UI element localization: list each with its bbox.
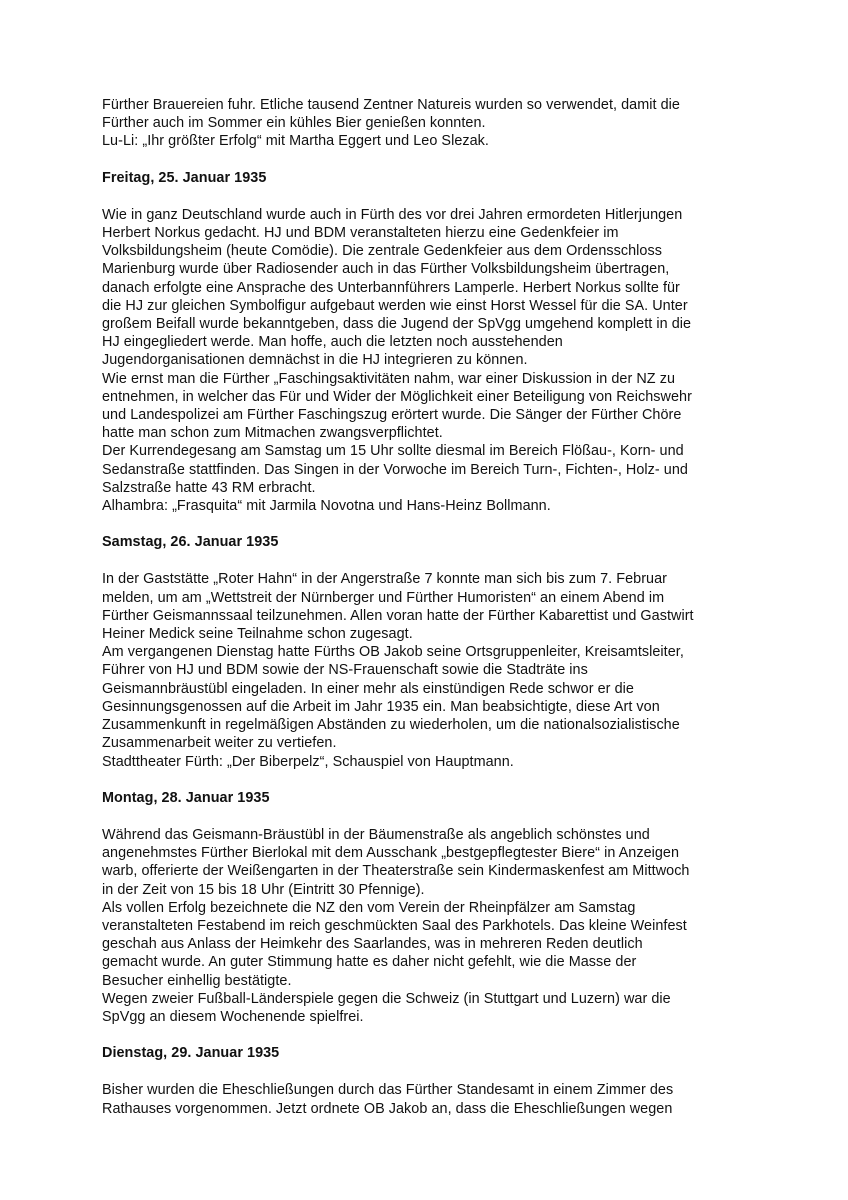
text-line: Gesinnungsgenossen auf die Arbeit im Jahr 1935 ein. Man beabsichtigte, diese Art von xyxy=(102,698,660,715)
text-line: und Landespolizei am Fürther Faschingszug erörtert wurde. Die Sänger der Fürther Chöre xyxy=(102,407,682,424)
text-line: hatte man schon zum Mitmachen zwangsverpflichtet. xyxy=(102,425,443,442)
text-line: Wie ernst man die Fürther „Faschingsaktivitäten nahm, war einer Diskussion in der NZ zu xyxy=(102,370,675,387)
text-line: HJ eingegliedert werde. Man hoffe, auch die letzten noch ausstehenden xyxy=(102,334,563,351)
text-line: Geismannbräustübl eingeladen. In einer mehr als einstündigen Rede schwor er die xyxy=(102,680,634,697)
text-line: Fürther Brauereien fuhr. Etliche tausend Zentner Natureis wurden so verwendet, damit die xyxy=(102,97,680,113)
text-line: Alhambra: „Frasquita“ mit Jarmila Novotna und Hans-Heinz Bollmann. xyxy=(102,498,551,515)
text-line: Bisher wurden die Eheschließungen durch das Fürther Standesamt in einem Zimmer des xyxy=(102,1082,674,1099)
text-line: danach erfolgte eine Ansprache des Unterbannführers Lamperle. Herbert Norkus sollte für xyxy=(102,279,680,296)
text-line: Marienburg wurde über Radiosender auch in das Fürther Volksbildungsheim übertragen, xyxy=(102,261,670,278)
text-line: Fürther auch im Sommer ein kühles Bier genießen konnten. xyxy=(102,115,486,132)
section-heading-freitag: Freitag, 25. Januar 1935 xyxy=(102,169,267,186)
text-line: Lu-Li: „Ihr größter Erfolg“ mit Martha Eggert und Leo Slezak. xyxy=(102,133,489,150)
text-line: Während das Geismann-Bräustübl in der Bäumenstraße als angeblich schönstes und xyxy=(102,826,650,843)
text-line: Rathauses vorgenommen. Jetzt ordnete OB Jakob an, dass die Eheschließungen wegen xyxy=(102,1100,673,1117)
intro-paragraph xyxy=(102,96,722,151)
text-line: angenehmstes Fürther Bierlokal mit dem Ausschank „bestgepflegtester Biere“ in Anzeigen xyxy=(102,845,680,862)
text-line: In der Gaststätte „Roter Hahn“ in der Angerstraße 7 konnte man sich bis zum 7. Februar xyxy=(102,571,667,588)
text-line: warb, offerierte der Weißengarten in der Theaterstraße sein Kindermaskenfest am Mittwoch xyxy=(102,863,690,880)
text-line: Wie in ganz Deutschland wurde auch in Fürth des vor drei Jahren ermordeten Hitlerjungen xyxy=(102,206,683,223)
section-body-montag xyxy=(102,826,722,1026)
text-line: Besucher einhellig bestätigte. xyxy=(102,972,292,989)
text-line: Wegen zweier Fußball-Länderspiele gegen die Schweiz (in Stuttgart und Luzern) war die xyxy=(102,990,671,1007)
text-line: entnehmen, in welcher das Für und Wider der Möglichkeit einer Beteiligung von Reichswehr xyxy=(102,388,692,405)
text-line: Am vergangenen Dienstag hatte Fürths OB Jakob seine Ortsgruppenleiter, Kreisamtsleiter, xyxy=(102,644,684,661)
text-line: großem Beifall wurde bekanntgeben, dass die Jugend der SpVgg umgehend komplett in die xyxy=(102,316,692,333)
text-line: in der Zeit von 15 bis 18 Uhr (Eintritt 30 Pfennige). xyxy=(102,881,425,898)
text-line: Jugendorganisationen demnächst in die HJ integrieren zu können. xyxy=(102,352,528,369)
text-line: Fürther Geismannssaal teilzunehmen. Allen voran hatte der Fürther Kabarettist und Gastwirt xyxy=(102,607,694,624)
text-line: SpVgg an diesem Wochenende spielfrei. xyxy=(102,1008,364,1025)
document-page xyxy=(102,96,722,1118)
text-line: melden, um am „Wettstreit der Nürnberger und Fürther Humoristen“ an einem Abend im xyxy=(102,589,665,606)
section-body-freitag xyxy=(102,206,722,515)
text-line: Herbert Norkus gedacht. HJ und BDM veranstalteten hierzu eine Gedenkfeier im xyxy=(102,225,619,242)
section-body-dienstag xyxy=(102,1081,722,1117)
text-line: gemacht wurde. An guter Stimmung hatte es daher nicht gefehlt, wie die Masse der xyxy=(102,954,637,971)
text-line: Heiner Medick seine Teilnahme schon zugesagt. xyxy=(102,626,413,643)
text-line: Volksbildungsheim (heute Comödie). Die zentrale Gedenkfeier aus dem Ordensschloss xyxy=(102,243,662,260)
text-line: Führer von HJ und BDM sowie der NS-Frauenschaft sowie die Stadträte ins xyxy=(102,662,588,679)
text-line: Sedanstraße stattfinden. Das Singen in der Vorwoche im Bereich Turn-, Fichten-, Holz- und xyxy=(102,461,688,478)
text-line: veranstalteten Festabend im reich geschmückten Saal des Parkhotels. Das kleine Weinfest xyxy=(102,917,687,934)
section-heading-samstag: Samstag, 26. Januar 1935 xyxy=(102,534,279,551)
text-line: Zusammenkunft in regelmäßigen Abständen zu wiederholen, um die nationalsozialistische xyxy=(102,717,680,734)
section-heading-montag: Montag, 28. Januar 1935 xyxy=(102,789,270,806)
section-body-samstag xyxy=(102,570,722,770)
text-line: die HJ zur gleichen Symbolfigur aufgebaut werden wie einst Horst Wessel für die SA. Unter xyxy=(102,297,688,314)
text-line: Als vollen Erfolg bezeichnete die NZ den vom Verein der Rheinpfälzer am Samstag xyxy=(102,899,636,916)
section-heading-dienstag: Dienstag, 29. Januar 1935 xyxy=(102,1045,280,1062)
text-line: Zusammenarbeit weiter zu vertiefen. xyxy=(102,735,337,752)
text-line: Salzstraße hatte 43 RM erbracht. xyxy=(102,479,316,496)
text-line: geschah aus Anlass der Heimkehr des Saarlandes, was in mehreren Reden deutlich xyxy=(102,936,643,953)
text-line: Der Kurrendegesang am Samstag um 15 Uhr sollte diesmal im Bereich Flößau-, Korn- und xyxy=(102,443,684,460)
text-line: Stadttheater Fürth: „Der Biberpelz“, Schauspiel von Hauptmann. xyxy=(102,753,514,770)
